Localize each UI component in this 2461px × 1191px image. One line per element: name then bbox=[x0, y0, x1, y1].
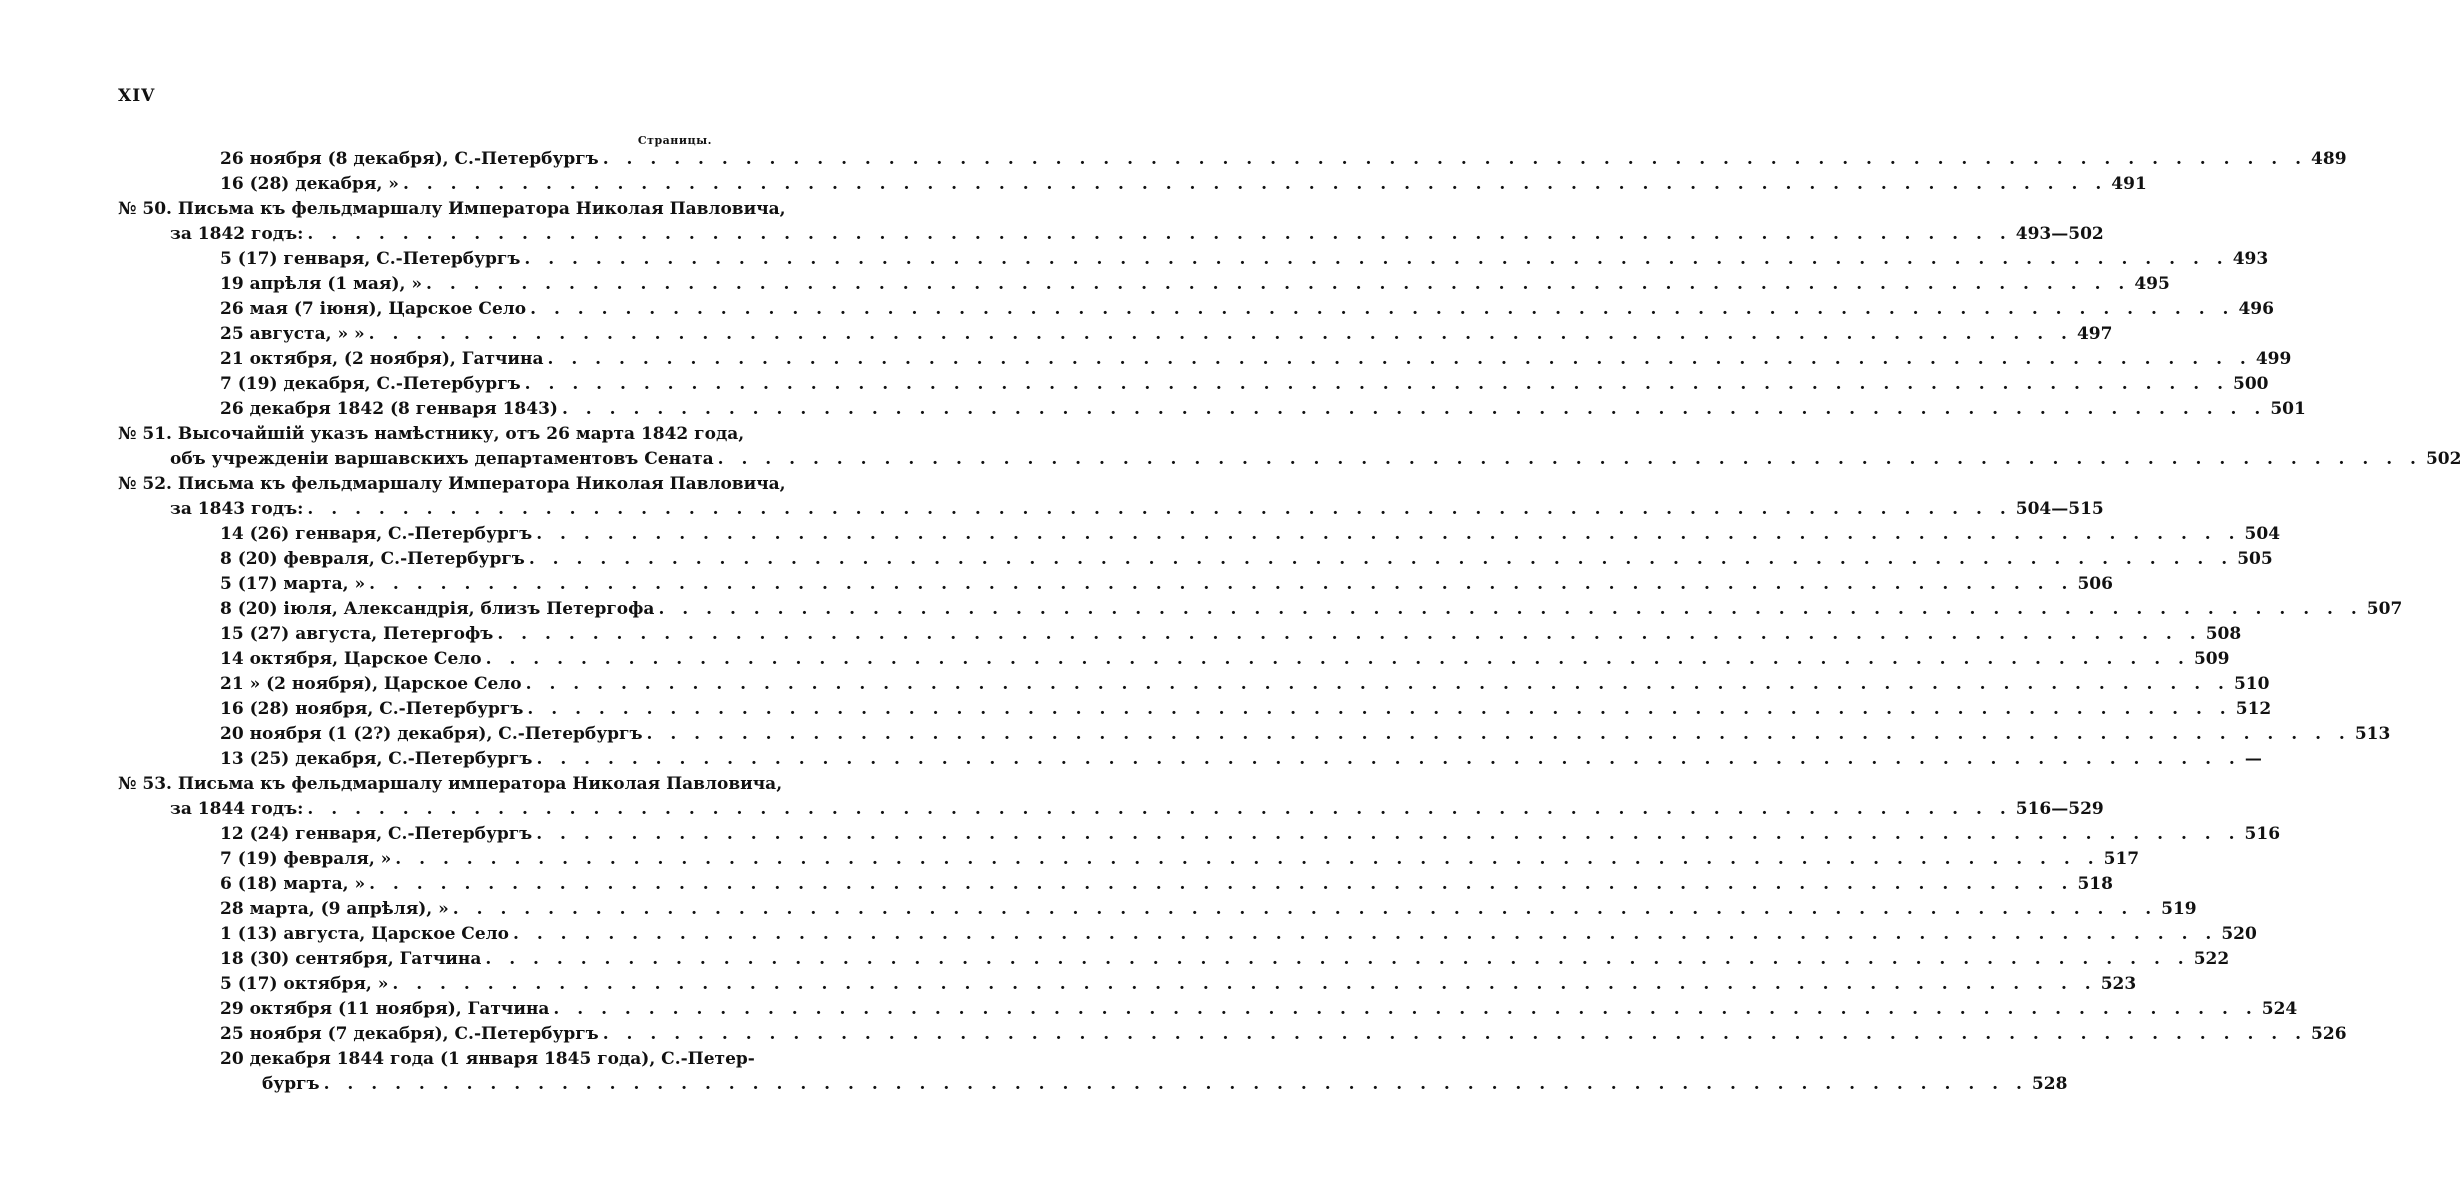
toc-entry bbox=[118, 322, 2113, 347]
dot-leader bbox=[603, 1022, 2307, 1047]
dot-leader bbox=[426, 272, 2130, 297]
toc-entry bbox=[118, 172, 2147, 197]
toc-entry-page: 513 bbox=[2354, 724, 2391, 744]
dot-leader bbox=[536, 522, 2240, 547]
toc-entry-page: 512 bbox=[2235, 699, 2272, 719]
toc-entry-title: 18 (30) сентября, Гатчина bbox=[220, 949, 482, 969]
toc-entry-page: 516 bbox=[2244, 824, 2281, 844]
toc-entry-title: за 1844 годъ: bbox=[170, 799, 304, 819]
toc-entry-page: 510 bbox=[2233, 674, 2270, 694]
toc-entry bbox=[118, 272, 2170, 297]
toc-entry bbox=[118, 1022, 2347, 1047]
toc-entry-title: 25 ноября (7 декабря), С.-Петербургъ bbox=[220, 1024, 599, 1044]
toc-entry-title: 20 декабря 1844 года (1 января 1845 года), С.-Петер- bbox=[220, 1049, 755, 1069]
toc-entry bbox=[118, 747, 2262, 772]
dot-leader bbox=[718, 447, 2422, 472]
toc-entry-page: 491 bbox=[2111, 174, 2147, 194]
toc-entry bbox=[118, 1047, 755, 1072]
toc-entry-page: 504 bbox=[2244, 524, 2281, 544]
toc-entry bbox=[118, 972, 2137, 997]
toc-entry bbox=[118, 872, 2113, 897]
toc-entry bbox=[118, 497, 2104, 522]
toc-entry bbox=[118, 847, 2140, 872]
toc-entry-page: 526 bbox=[2311, 1024, 2347, 1044]
dot-leader bbox=[369, 872, 2073, 897]
toc-entry bbox=[118, 547, 2273, 572]
toc-entry-title: 7 (19) февраля, » bbox=[220, 849, 392, 869]
toc-entry bbox=[118, 222, 2104, 247]
toc-entry bbox=[118, 347, 2292, 372]
toc-entry-title: 7 (19) декабря, С.-Петербургъ bbox=[220, 374, 521, 394]
dot-leader bbox=[369, 322, 2073, 347]
dot-leader bbox=[524, 247, 2228, 272]
toc-entry-title: 26 декабря 1842 (8 генваря 1843) bbox=[220, 399, 558, 419]
toc-entry bbox=[118, 1072, 2068, 1097]
toc-entry-page: 497 bbox=[2076, 324, 2113, 344]
toc-entry-title: 19 апрѣля (1 мая), » bbox=[220, 274, 422, 294]
toc-entry-page: 489 bbox=[2311, 149, 2347, 169]
toc-entry-title: 21 октября, (2 ноября), Гатчина bbox=[220, 349, 544, 369]
dot-leader bbox=[307, 222, 2011, 247]
toc-entry-title: 26 ноября (8 декабря), С.-Петербургъ bbox=[220, 149, 599, 169]
toc-entry bbox=[118, 822, 2281, 847]
dot-leader bbox=[527, 697, 2231, 722]
toc-entry-page: 520 bbox=[2221, 924, 2257, 944]
toc-entry-title: 21 » (2 ноября), Царское Село bbox=[220, 674, 522, 694]
toc-entry bbox=[118, 797, 2104, 822]
toc-entry bbox=[118, 147, 2347, 172]
toc-entry-page: 517 bbox=[2103, 849, 2140, 869]
toc-entry-title: № 50. Письма къ фельдмаршалу Императора Николая Павловича, bbox=[118, 199, 786, 219]
toc-entry bbox=[118, 297, 2274, 322]
toc-entry bbox=[118, 572, 2113, 597]
toc-entry-page: 508 bbox=[2205, 624, 2242, 644]
toc-entry-page: 500 bbox=[2233, 374, 2269, 394]
toc-entry-page: 507 bbox=[2366, 599, 2403, 619]
dot-leader bbox=[658, 597, 2362, 622]
toc-entry-title: 28 марта, (9 апрѣля), » bbox=[220, 899, 449, 919]
toc-entry-page: 493 bbox=[2232, 249, 2269, 269]
dot-leader bbox=[497, 622, 2201, 647]
toc-entry-page: 496 bbox=[2238, 299, 2274, 319]
toc-entry-title: 6 (18) марта, » bbox=[220, 874, 366, 894]
toc-entry-title: за 1842 годъ: bbox=[170, 224, 304, 244]
toc-entry-title: бургъ bbox=[262, 1074, 320, 1094]
toc-entry-page: 501 bbox=[2270, 399, 2306, 419]
table-of-contents bbox=[118, 147, 2461, 1097]
dot-leader bbox=[453, 897, 2157, 922]
toc-entry-page: 519 bbox=[2161, 899, 2197, 919]
toc-entry-page: 506 bbox=[2077, 574, 2113, 594]
toc-entry bbox=[118, 947, 2230, 972]
toc-entry-page: 493—502 bbox=[2015, 224, 2104, 244]
toc-entry-page: 509 bbox=[2193, 649, 2230, 669]
toc-entry-title: 8 (20) февраля, С.-Петербургъ bbox=[220, 549, 525, 569]
toc-entry-title: 15 (27) августа, Петергофъ bbox=[220, 624, 494, 644]
toc-entry-title: 1 (13) августа, Царское Село bbox=[220, 924, 509, 944]
toc-entry-title: 14 октября, Царское Село bbox=[220, 649, 482, 669]
toc-entry-title: № 52. Письма къ фельдмаршалу Императора Николая Павловича, bbox=[118, 474, 786, 494]
toc-section-heading bbox=[118, 472, 786, 497]
toc-entry-page: 502 bbox=[2425, 449, 2461, 469]
toc-entry-title: 5 (17) генваря, С.-Петербургъ bbox=[220, 249, 521, 269]
dot-leader bbox=[562, 397, 2266, 422]
toc-entry-page: 522 bbox=[2193, 949, 2230, 969]
toc-entry-title: объ учрежденіи варшавскихъ департаментовъ Сената bbox=[170, 449, 714, 469]
toc-entry-page: 505 bbox=[2237, 549, 2273, 569]
pages-column-label: Страницы. bbox=[637, 134, 712, 147]
toc-entry-title: № 51. Высочайшій указъ намѣстнику, отъ 26 марта 1842 года, bbox=[118, 424, 745, 444]
toc-entry bbox=[118, 622, 2242, 647]
dot-leader bbox=[526, 672, 2230, 697]
toc-entry-title: 8 (20) іюля, Александрія, близъ Петергофа bbox=[220, 599, 655, 619]
toc-entry bbox=[118, 922, 2257, 947]
dot-leader bbox=[395, 847, 2099, 872]
toc-entry bbox=[118, 447, 2461, 472]
toc-entry bbox=[118, 897, 2197, 922]
toc-entry-page: — bbox=[2244, 749, 2262, 769]
toc-entry-title: 29 октября (11 ноября), Гатчина bbox=[220, 999, 550, 1019]
toc-entry bbox=[118, 397, 2306, 422]
toc-entry bbox=[118, 522, 2281, 547]
toc-entry-page: 524 bbox=[2261, 999, 2298, 1019]
dot-leader bbox=[603, 147, 2307, 172]
dot-leader bbox=[530, 297, 2234, 322]
toc-entry bbox=[118, 647, 2230, 672]
dot-leader bbox=[403, 172, 2107, 197]
toc-entry-title: 26 мая (7 іюня), Царское Село bbox=[220, 299, 527, 319]
toc-section-heading bbox=[118, 197, 786, 222]
dot-leader bbox=[529, 547, 2233, 572]
toc-entry-title: 12 (24) генваря, С.-Петербургъ bbox=[220, 824, 533, 844]
toc-entry-page: 516—529 bbox=[2015, 799, 2104, 819]
dot-leader bbox=[536, 747, 2240, 772]
page-folio: XIV bbox=[118, 86, 156, 106]
toc-entry-title: 25 августа, » » bbox=[220, 324, 365, 344]
dot-leader bbox=[324, 1072, 2028, 1097]
toc-entry-page: 523 bbox=[2100, 974, 2137, 994]
toc-entry-page: 528 bbox=[2031, 1074, 2068, 1094]
toc-entry bbox=[118, 672, 2270, 697]
toc-entry-title: 5 (17) марта, » bbox=[220, 574, 366, 594]
dot-leader bbox=[392, 972, 2096, 997]
toc-entry bbox=[118, 247, 2269, 272]
dot-leader bbox=[647, 722, 2351, 747]
toc-section-heading bbox=[118, 772, 783, 797]
toc-section-heading bbox=[118, 422, 745, 447]
dot-leader bbox=[369, 572, 2073, 597]
toc-entry-page: 495 bbox=[2134, 274, 2170, 294]
dot-leader bbox=[486, 647, 2190, 672]
dot-leader bbox=[513, 922, 2217, 947]
toc-entry bbox=[118, 722, 2391, 747]
toc-entry-title: 13 (25) декабря, С.-Петербургъ bbox=[220, 749, 533, 769]
dot-leader bbox=[553, 997, 2257, 1022]
toc-entry-title: 5 (17) октября, » bbox=[220, 974, 389, 994]
dot-leader bbox=[485, 947, 2189, 972]
dot-leader bbox=[536, 822, 2240, 847]
dot-leader bbox=[525, 372, 2229, 397]
toc-entry-title: 16 (28) ноября, С.-Петербургъ bbox=[220, 699, 524, 719]
toc-entry bbox=[118, 697, 2272, 722]
dot-leader bbox=[548, 347, 2252, 372]
toc-entry bbox=[118, 372, 2269, 397]
dot-leader bbox=[307, 797, 2011, 822]
toc-entry-page: 504—515 bbox=[2015, 499, 2104, 519]
toc-entry bbox=[118, 997, 2298, 1022]
toc-entry-title: 20 ноября (1 (2?) декабря), С.-Петербургъ bbox=[220, 724, 643, 744]
toc-entry-title: за 1843 годъ: bbox=[170, 499, 304, 519]
toc-entry-title: 16 (28) декабря, » bbox=[220, 174, 399, 194]
toc-entry-title: № 53. Письма къ фельдмаршалу императора Николая Павловича, bbox=[118, 774, 783, 794]
toc-entry bbox=[118, 597, 2403, 622]
toc-entry-page: 499 bbox=[2255, 349, 2292, 369]
toc-entry-page: 518 bbox=[2077, 874, 2113, 894]
toc-entry-title: 14 (26) генваря, С.-Петербургъ bbox=[220, 524, 533, 544]
dot-leader bbox=[307, 497, 2011, 522]
